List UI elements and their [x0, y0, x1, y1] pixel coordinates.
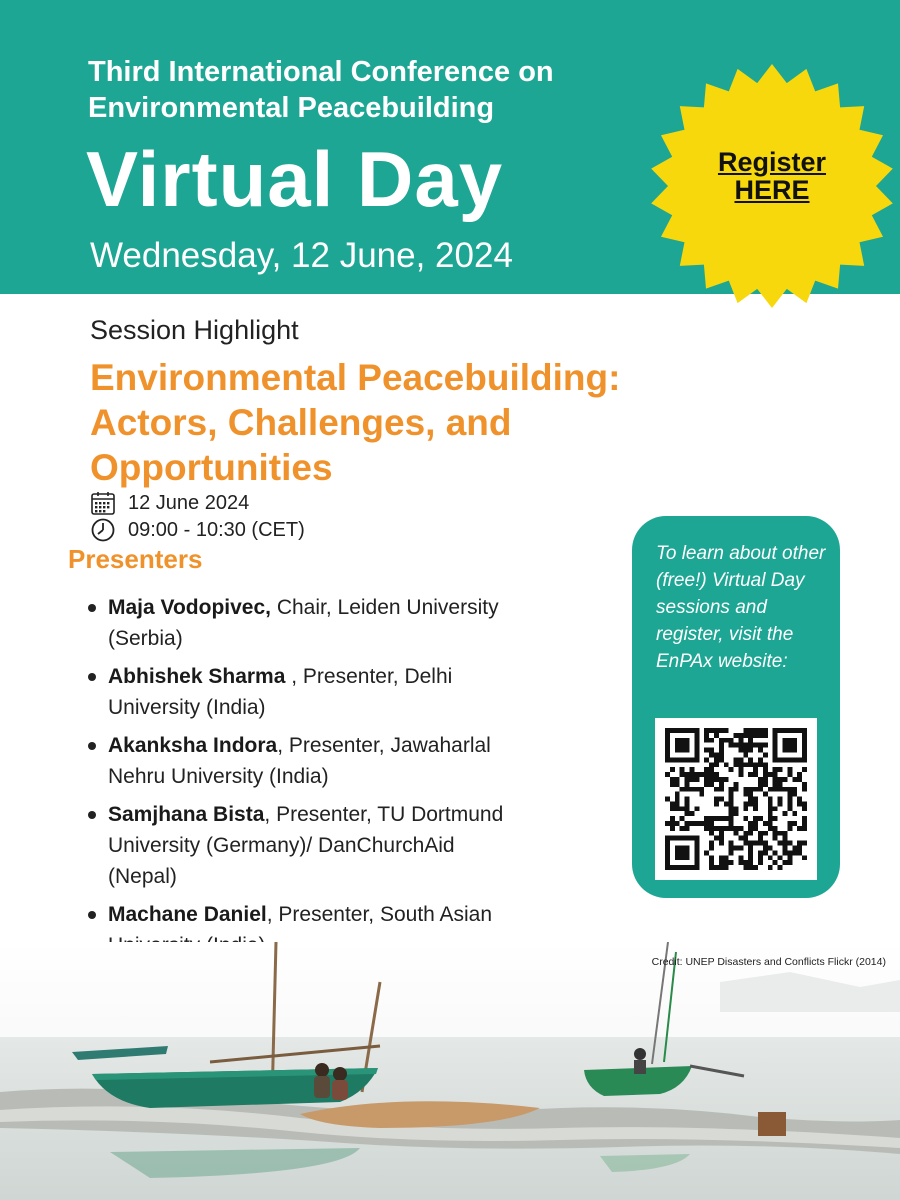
presenter-name: Maja Vodopivec,: [108, 596, 271, 619]
presenter-detail: University (Germany)/ DanChurchAid: [108, 834, 455, 857]
conference-title-line2: Environmental Peacebuilding: [88, 92, 495, 124]
session-title-line2: Actors, Challenges, and: [90, 402, 512, 443]
presenter-name: Abhishek Sharma: [108, 665, 286, 688]
qr-code-icon: [665, 728, 807, 870]
presenter-detail: (Nepal): [108, 865, 177, 888]
session-title-line3: Opportunities: [90, 447, 333, 488]
qr-code-link[interactable]: [655, 718, 817, 880]
presenter-detail: Nehru University (India): [108, 765, 329, 788]
presenter-name: Samjhana Bista: [108, 803, 265, 826]
calendar-icon: [90, 490, 116, 516]
session-time: 09:00 - 10:30 (CET): [128, 519, 305, 541]
register-line1: Register: [717, 147, 827, 177]
photo-credit: Credit: UNEP Disasters and Conflicts Flickr (2014): [651, 956, 886, 968]
presenter-detail: University (India): [108, 696, 266, 719]
presenter-detail: , Presenter, Delhi: [285, 665, 453, 688]
presenter-detail: , Presenter, TU Dortmund: [264, 803, 504, 826]
register-line2: HERE: [734, 175, 810, 205]
presenters-heading: Presenters: [68, 544, 203, 574]
presenter-item: [88, 730, 588, 792]
conference-title-line1: Third International Conference on: [88, 56, 554, 88]
event-date: Wednesday, 12 June, 2024: [90, 236, 513, 275]
event-name: Virtual Day: [86, 135, 504, 223]
register-link[interactable]: [648, 148, 896, 204]
session-label: Session Highlight: [90, 315, 299, 345]
presenter-name: Akanksha Indora: [108, 734, 278, 757]
presenter-item: [88, 592, 588, 654]
session-title-line1: Environmental Peacebuilding:: [90, 357, 621, 398]
presenter-detail: (Serbia): [108, 627, 183, 650]
presenter-name: Machane Daniel: [108, 903, 267, 926]
presenter-item: [88, 661, 588, 723]
harbor-photo: [0, 942, 900, 1200]
session-date-row: [90, 490, 249, 516]
info-text: To learn about other (free!) Virtual Day sessions and register, visit the EnPAx website:: [656, 543, 826, 672]
boats-illustration: [0, 942, 900, 1200]
presenter-item: [88, 799, 588, 892]
clock-icon: [90, 517, 116, 543]
register-button[interactable]: [648, 62, 896, 310]
presenter-detail: , Presenter, Jawaharlal: [277, 734, 491, 757]
conference-title: [88, 54, 648, 126]
session-title: [90, 355, 770, 490]
session-date: 12 June 2024: [128, 492, 250, 514]
session-time-row: [90, 517, 305, 543]
presenter-detail: , Presenter, South Asian: [266, 903, 493, 926]
presenter-detail: Chair, Leiden University: [271, 596, 499, 619]
presenter-list: [88, 592, 588, 968]
info-card: [632, 516, 840, 898]
